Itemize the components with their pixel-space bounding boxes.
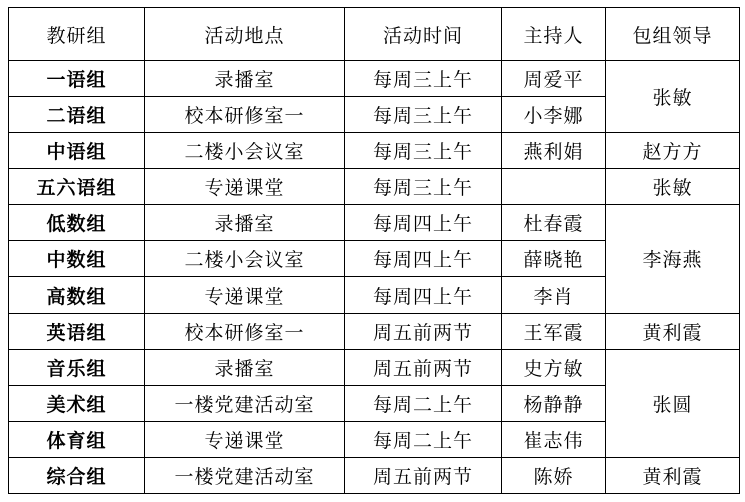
time-cell: 每周三上午 [345,97,502,133]
leader-cell: 赵方方 [606,133,740,169]
leader-cell: 黄利霞 [606,457,740,493]
host-cell: 陈娇 [502,457,606,493]
header-group: 教研组 [9,8,145,61]
host-cell: 史方敏 [502,349,606,385]
place-cell: 一楼党建活动室 [145,385,345,421]
place-cell: 专递课堂 [145,277,345,313]
time-cell: 每周四上午 [345,277,502,313]
place-cell: 二楼小会议室 [145,241,345,277]
header-host: 主持人 [502,8,606,61]
place-cell: 校本研修室一 [145,97,345,133]
header-time: 活动时间 [345,8,502,61]
place-cell: 专递课堂 [145,421,345,457]
group-cell: 五六语组 [9,169,145,205]
place-cell: 录播室 [145,205,345,241]
group-cell: 音乐组 [9,349,145,385]
group-cell: 低数组 [9,205,145,241]
leader-cell: 张敏 [606,61,740,133]
group-cell: 综合组 [9,457,145,493]
table-row [9,169,740,205]
table-row [9,61,740,97]
group-cell: 高数组 [9,277,145,313]
place-cell: 二楼小会议室 [145,133,345,169]
leader-cell: 张圆 [606,349,740,457]
time-cell: 周五前两节 [345,349,502,385]
host-cell: 杨静静 [502,385,606,421]
host-cell: 杜春霞 [502,205,606,241]
host-cell: 李肖 [502,277,606,313]
table-row [9,349,740,385]
place-cell: 一楼党建活动室 [145,457,345,493]
time-cell: 每周三上午 [345,133,502,169]
leader-cell: 黄利霞 [606,313,740,349]
time-cell: 每周三上午 [345,61,502,97]
host-cell: 燕利娟 [502,133,606,169]
header-place: 活动地点 [145,8,345,61]
host-cell: 薛晓艳 [502,241,606,277]
table-row [9,313,740,349]
group-cell: 中数组 [9,241,145,277]
group-cell: 美术组 [9,385,145,421]
header-row [9,8,740,61]
table-row [9,457,740,493]
leader-cell: 李海燕 [606,205,740,313]
leader-cell: 张敏 [606,169,740,205]
header-leader: 包组领导 [606,8,740,61]
group-cell: 二语组 [9,97,145,133]
host-cell: 小李娜 [502,97,606,133]
place-cell: 校本研修室一 [145,313,345,349]
place-cell: 录播室 [145,61,345,97]
group-cell: 中语组 [9,133,145,169]
place-cell: 专递课堂 [145,169,345,205]
table-row [9,133,740,169]
group-cell: 体育组 [9,421,145,457]
time-cell: 每周三上午 [345,169,502,205]
group-cell: 一语组 [9,61,145,97]
host-cell: 崔志伟 [502,421,606,457]
time-cell: 周五前两节 [345,313,502,349]
time-cell: 每周四上午 [345,205,502,241]
place-cell: 录播室 [145,349,345,385]
group-cell: 英语组 [9,313,145,349]
time-cell: 每周四上午 [345,241,502,277]
host-cell: 王军霞 [502,313,606,349]
host-cell: 周爱平 [502,61,606,97]
activity-schedule-table [8,7,740,494]
table-row [9,205,740,241]
time-cell: 每周二上午 [345,421,502,457]
time-cell: 每周二上午 [345,385,502,421]
host-cell [502,169,606,205]
time-cell: 周五前两节 [345,457,502,493]
